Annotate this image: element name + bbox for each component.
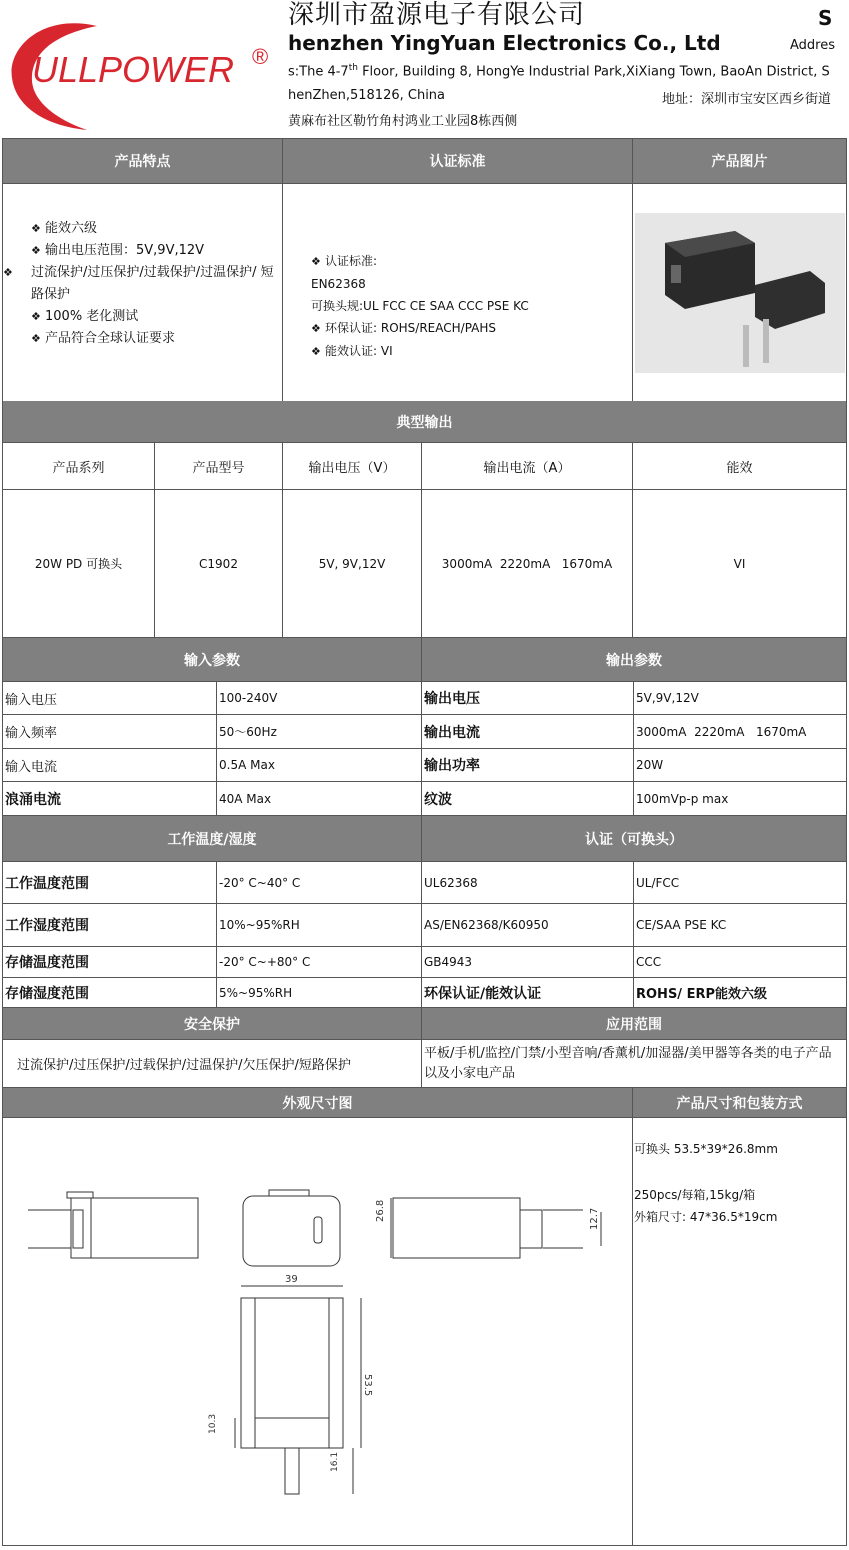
list-item: ❖ 100% 老化测试 [31, 309, 139, 324]
address-cn-1: 地址：深圳市宝安区西乡街道 [662, 92, 832, 107]
address-line-1: s:The 4-7th Floor, Building 8, HongYe Industrial Park,XiXiang Town, BaoAn District, S [288, 63, 830, 80]
table-row: 浪涌电流 40A Max 纹波 100mVp-p max [2, 782, 847, 816]
feature-list [3, 218, 278, 350]
table-row: 输入频率 50～60Hz 输出电流 3000mA 2220mA 1670mA [2, 715, 847, 749]
dimensions-section [2, 1088, 847, 1546]
params-section [2, 638, 847, 816]
col-series: 产品系列 [2, 443, 155, 490]
dim-depth: 26.8 [375, 1199, 386, 1222]
cert-standard: EN62368 [311, 277, 366, 291]
col-current: 输出电流（A） [422, 443, 633, 490]
input-params-title: 输入参数 [2, 638, 422, 682]
table-row: 存储温度范围 -20° C~+80° C GB4943 CCC [2, 947, 847, 978]
header-s-letter: S [818, 6, 833, 30]
size-line: 可换头 53.5*39*26.8mm [634, 1142, 778, 1156]
typical-output-section [2, 401, 847, 638]
drawing-title: 外观尺寸图 [2, 1088, 633, 1118]
protection-section [2, 1008, 847, 1088]
val-current: 3000mA 2220mA 1670mA [422, 490, 633, 638]
dimension-drawing-cell [2, 1118, 633, 1546]
list-item: ❖ 过流保护/过压保护/过载保护/过温保护/ 短路保护 [3, 265, 274, 302]
val-model: C1902 [155, 490, 283, 638]
address-cn-2: 黄麻布社区勒竹角村鸿业工业园8栋西侧 [288, 114, 518, 129]
cert-header: 认证标准 [283, 139, 633, 184]
dimension-drawing [3, 1118, 632, 1544]
cert-plug: 可换头规:UL FCC CE SAA CCC PSE KC [311, 299, 529, 313]
address-line-2: henZhen,518126, China [288, 88, 446, 103]
company-name-en: henzhen YingYuan Electronics Co., Ltd [288, 31, 721, 55]
logo-text: ULLPOWER [32, 49, 235, 90]
protection-text: 过流保护/过压保护/过载保护/过温保护/欠压保护/短路保护 [2, 1040, 422, 1088]
output-params-title: 输出参数 [422, 638, 847, 682]
application-title: 应用范围 [422, 1008, 847, 1040]
list-item: ❖ 产品符合全球认证要求 [31, 331, 176, 346]
environment-section [2, 816, 847, 1008]
val-voltage: 5V, 9V,12V [283, 490, 422, 638]
dim-width: 39 [285, 1274, 298, 1285]
table-row: 输入电流 0.5A Max 输出功率 20W [2, 749, 847, 782]
carton-line: 外箱尺寸: 47*36.5*19cm [634, 1210, 778, 1224]
plug-cert-title: 认证（可换头） [422, 816, 847, 862]
dim-pin-length: 16.1 [330, 1451, 340, 1472]
features-header: 产品特点 [2, 139, 283, 184]
val-efficiency: VI [633, 490, 847, 638]
list-item: ❖ 输出电压范围：5V,9V,12V [31, 243, 205, 258]
cert-eff: ❖ 能效认证: VI [311, 344, 393, 358]
product-image-cell [633, 184, 847, 402]
cert-cell [283, 184, 633, 402]
list-item: ❖ 能效六级 [31, 221, 98, 236]
table-row: 工作湿度范围 10%~95%RH AS/EN62368/K60950 CE/SAA PSE KC [2, 904, 847, 947]
dim-thickness: 10.3 [208, 1413, 218, 1434]
packing-cell [633, 1118, 847, 1546]
product-photo [635, 213, 845, 373]
logo-registered-mark: ® [252, 44, 269, 69]
col-voltage: 输出电压（V） [283, 443, 422, 490]
dim-pin-spacing: 12.7 [589, 1207, 600, 1230]
val-series: 20W PD 可换头 [2, 490, 155, 638]
cert-label: ❖ 认证标准: [311, 254, 378, 268]
env-title: 工作温度/湿度 [2, 816, 422, 862]
company-name-cn: 深圳市盈源电子有限公司 [288, 0, 586, 30]
application-text: 平板/手机/监控/门禁/小型音响/香薰机/加湿器/美甲器等各类的电子产品以及小家电产品 [422, 1040, 847, 1088]
features-section [2, 138, 847, 402]
col-model: 产品型号 [155, 443, 283, 490]
header [0, 0, 849, 138]
cert-env: ❖ 环保认证: ROHS/REACH/PAHS [311, 321, 497, 335]
address-label: Addres [790, 38, 835, 53]
table-row: 工作温度范围 -20° C~40° C UL62368 UL/FCC [2, 862, 847, 904]
image-header: 产品图片 [633, 139, 847, 184]
pack-line: 250pcs/每箱,15kg/箱 [634, 1188, 756, 1202]
dim-height: 53.5 [362, 1374, 373, 1397]
company-logo [2, 8, 282, 133]
protection-title: 安全保护 [2, 1008, 422, 1040]
col-efficiency: 能效 [633, 443, 847, 490]
packing-title: 产品尺寸和包装方式 [633, 1088, 847, 1118]
features-cell [2, 184, 283, 402]
typical-output-title: 典型输出 [2, 401, 847, 443]
table-row: 存储湿度范围 5%~95%RH 环保认证/能效认证 ROHS/ ERP能效六级 [2, 978, 847, 1008]
table-row: 输入电压 100-240V 输出电压 5V,9V,12V [2, 682, 847, 715]
